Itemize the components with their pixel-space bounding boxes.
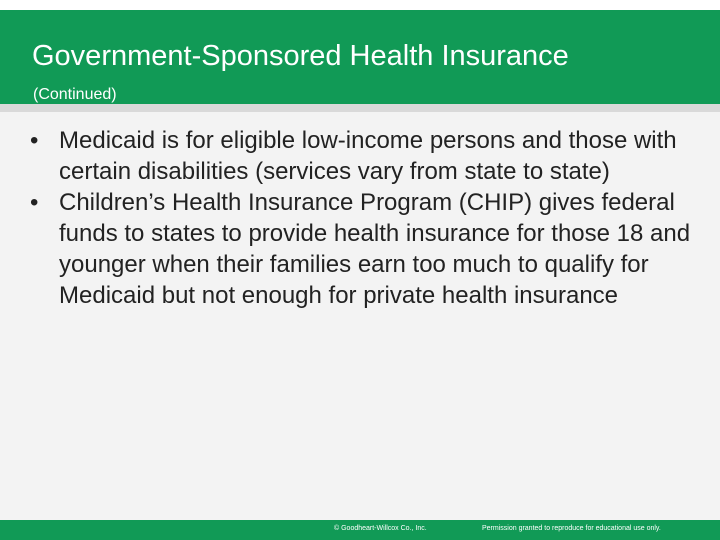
slide-subtitle: (Continued) [33,86,117,103]
bullet-text: Medicaid is for eligible low-income persons and those with certain disabilities (services vary from state to state) [59,127,677,185]
header-divider [0,104,720,112]
bullet-text: Children’s Health Insurance Program (CHIP) gives federal funds to states to provide health insurance for those 18 and younger when their families earn too much to qualify for Medicaid but not enough for private health insurance [59,189,691,309]
bullet-item-chip [30,187,700,311]
bullet-icon: • [30,189,39,216]
footer-permission: Permission granted to reproduce for educational use only. [482,525,661,532]
bullet-list [30,125,700,311]
slide-title: Government-Sponsored Health Insurance [32,40,569,72]
top-rule [0,0,720,10]
header-bar [0,10,720,104]
footer-copyright: © Goodheart-Willcox Co., Inc. [334,525,427,532]
bullet-icon: • [30,127,39,154]
bullet-item-medicaid [30,125,700,187]
footer-bar [0,520,720,540]
